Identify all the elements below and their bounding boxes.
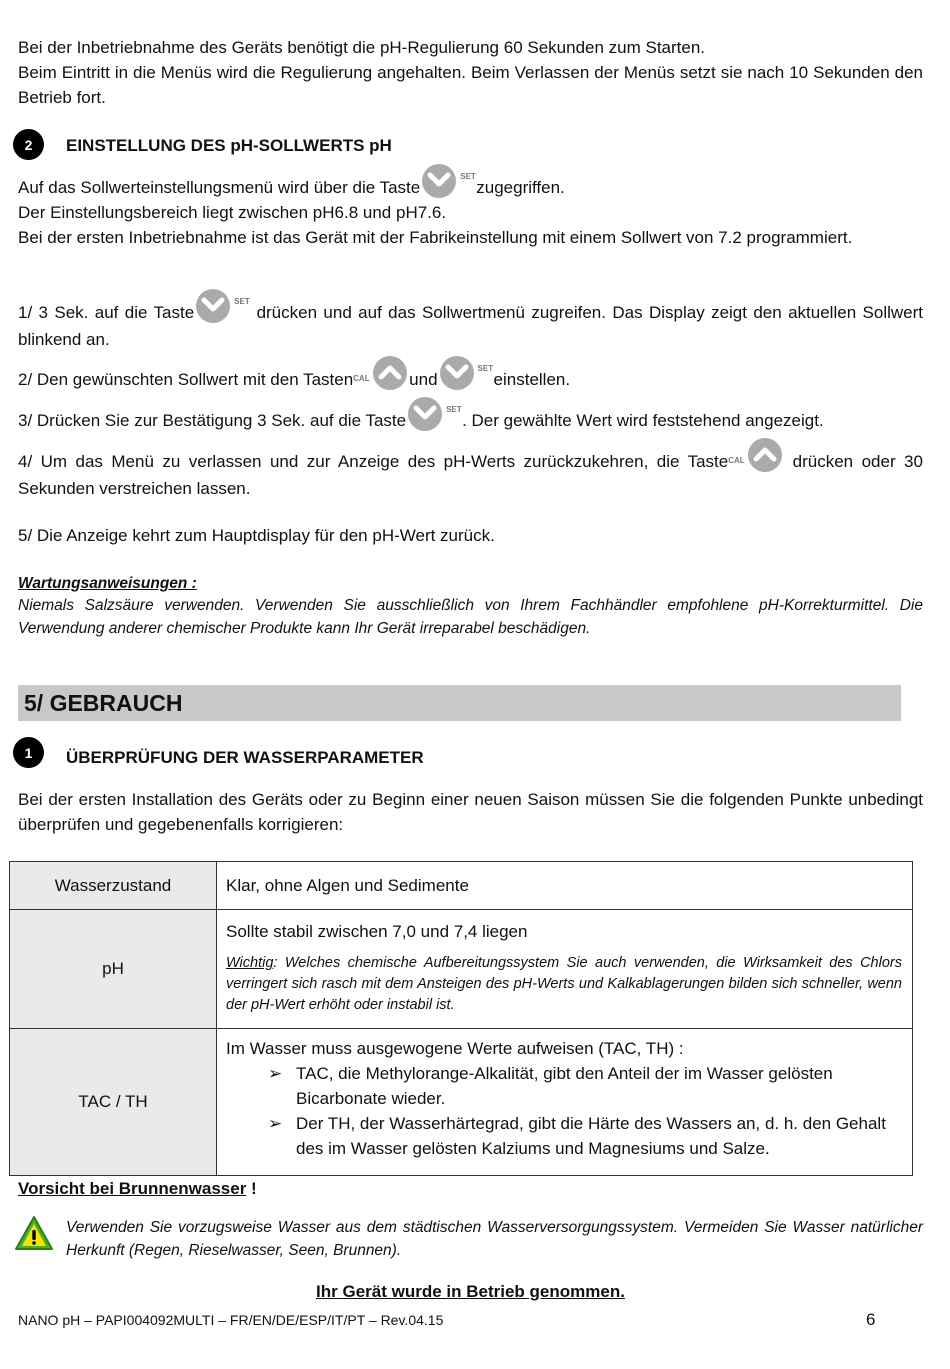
set-button-icon: SET: [420, 162, 476, 202]
table-row: [10, 1029, 913, 1176]
factory-setting-text: Bei der ersten Inbetriebnahme ist das Gerät mit der Fabrikeinstellung mit einem Sollwert von 7.2 programmiert.: [18, 228, 853, 247]
section-number-badge: 2: [13, 129, 44, 160]
section-intro: Bei der ersten Installation des Geräts oder zu Beginn einer neuen Saison müssen Sie die folgenden Punkte unbedingt überprüfen und gegebenenfalls korrigieren:: [18, 790, 923, 834]
section-title: EINSTELLUNG DES pH-SOLLWERTS pH: [66, 136, 392, 155]
set-button-icon: SET: [406, 395, 462, 435]
step-4: 4/ Um das Menü zu verlassen und zur Anzeige des pH-Werts zurückzukehren, die Taste CAL drücken oder 30 Sekunden verstreichen lassen.: [18, 449, 923, 501]
row-value: [217, 910, 913, 1029]
chapter-title: 5/ GEBRAUCH: [24, 690, 183, 716]
page-number: 6: [866, 1310, 876, 1329]
step-1: 1/ 3 Sek. auf die Taste SET drücken und auf das Sollwertmenü zugreifen. Das Display zeigt den aktuellen Sollwert blinkend an.: [18, 300, 923, 352]
warning-icon: [14, 1215, 54, 1251]
section-title: ÜBERPRÜFUNG DER WASSERPARAMETER: [66, 748, 424, 767]
final-statement: Ihr Gerät wurde in Betrieb genommen.: [316, 1282, 625, 1301]
setpoint-access-text: Auf das Sollwerteinstellungsmenü wird über die Taste SET zugegriffen.: [18, 175, 923, 202]
set-button-icon: SET: [438, 354, 494, 394]
row-label: TAC / TH: [10, 1029, 217, 1176]
water-parameters-table: [9, 861, 913, 1176]
row-value: Klar, ohne Algen und Sedimente: [217, 862, 913, 910]
arrow-bullet-icon: ➢: [268, 1064, 283, 1083]
caution-text: Verwenden Sie vorzugsweise Wasser aus dem städtischen Wasserversorgungssystem. Vermeiden Sie Wasser natürlicher Herkunft (Regen, Rieselwasser, Seen, Brunnen).: [66, 1219, 923, 1259]
row-label: pH: [10, 910, 217, 1029]
cal-button-icon: CAL: [353, 354, 409, 394]
caution-heading: Vorsicht bei Brunnenwasser !: [18, 1179, 257, 1198]
intro-line-1: Bei der Inbetriebnahme des Geräts benötigt die pH-Regulierung 60 Sekunden zum Starten.: [18, 38, 706, 57]
table-row: [10, 910, 913, 1029]
step-5: 5/ Die Anzeige kehrt zum Hauptdisplay für den pH-Wert zurück.: [18, 526, 495, 545]
chapter-header: [18, 685, 901, 721]
set-button-icon: SET: [194, 287, 250, 327]
balance-text: Im Wasser muss ausgewogene Werte aufweisen (TAC, TH) :: [226, 1039, 684, 1058]
intro-line-2: Beim Eintritt in die Menüs wird die Regulierung angehalten. Beim Verlassen der Menüs setzt sie nach 10 Sekunden den Betrieb fort.: [18, 63, 923, 107]
maintenance-heading: Wartungsanweisungen :: [18, 575, 197, 592]
list-item: ➢ Der TH, der Wasserhärtegrad, gibt die Härte des Wassers an, d. h. den Gehalt des im Wasser gelösten Kalziums und Magnesiums und Salze.: [268, 1111, 902, 1161]
list-item: ➢ TAC, die Methylorange-Alkalität, gibt den Anteil der im Wasser gelösten Bicarbonate wieder.: [268, 1061, 902, 1111]
step-3: 3/ Drücken Sie zur Bestätigung 3 Sek. auf die Taste SET . Der gewählte Wert wird feststehend angezeigt.: [18, 408, 923, 435]
arrow-bullet-icon: ➢: [268, 1114, 283, 1133]
section-number-badge: 1: [13, 737, 44, 768]
footer-text: NANO pH – PAPI004092MULTI – FR/EN/DE/ESP/IT/PT – Rev.04.15: [18, 1312, 444, 1328]
ph-note: Wichtig: Welches chemische Aufbereitungssystem Sie auch verwenden, die Wirksamkeit des Chlors verringert sich rasch mit dem Ansteigen des pH-Werts und Kalkablagerungen bilden sich schneller, wenn der pH-Wert erhöht oder instabil ist.: [226, 955, 902, 1013]
ph-range-text: Sollte stabil zwischen 7,0 und 7,4 liegen: [226, 922, 528, 941]
table-row: [10, 862, 913, 910]
cal-button-icon: CAL: [728, 436, 784, 476]
setting-range-text: Der Einstellungsbereich liegt zwischen pH6.8 und pH7.6.: [18, 203, 447, 222]
step-2: 2/ Den gewünschten Sollwert mit den Tasten CAL und SET einstellen.: [18, 367, 923, 394]
row-value: [217, 1029, 913, 1176]
row-label: Wasserzustand: [10, 862, 217, 910]
parameter-list: [226, 1061, 902, 1161]
maintenance-text: Niemals Salzsäure verwenden. Verwenden Sie ausschließlich von Ihrem Fachhändler empfohlene pH-Korrekturmittel. Die Verwendung anderer chemischer Produkte kann Ihr Gerät irreparabel beschädigen.: [18, 597, 923, 637]
